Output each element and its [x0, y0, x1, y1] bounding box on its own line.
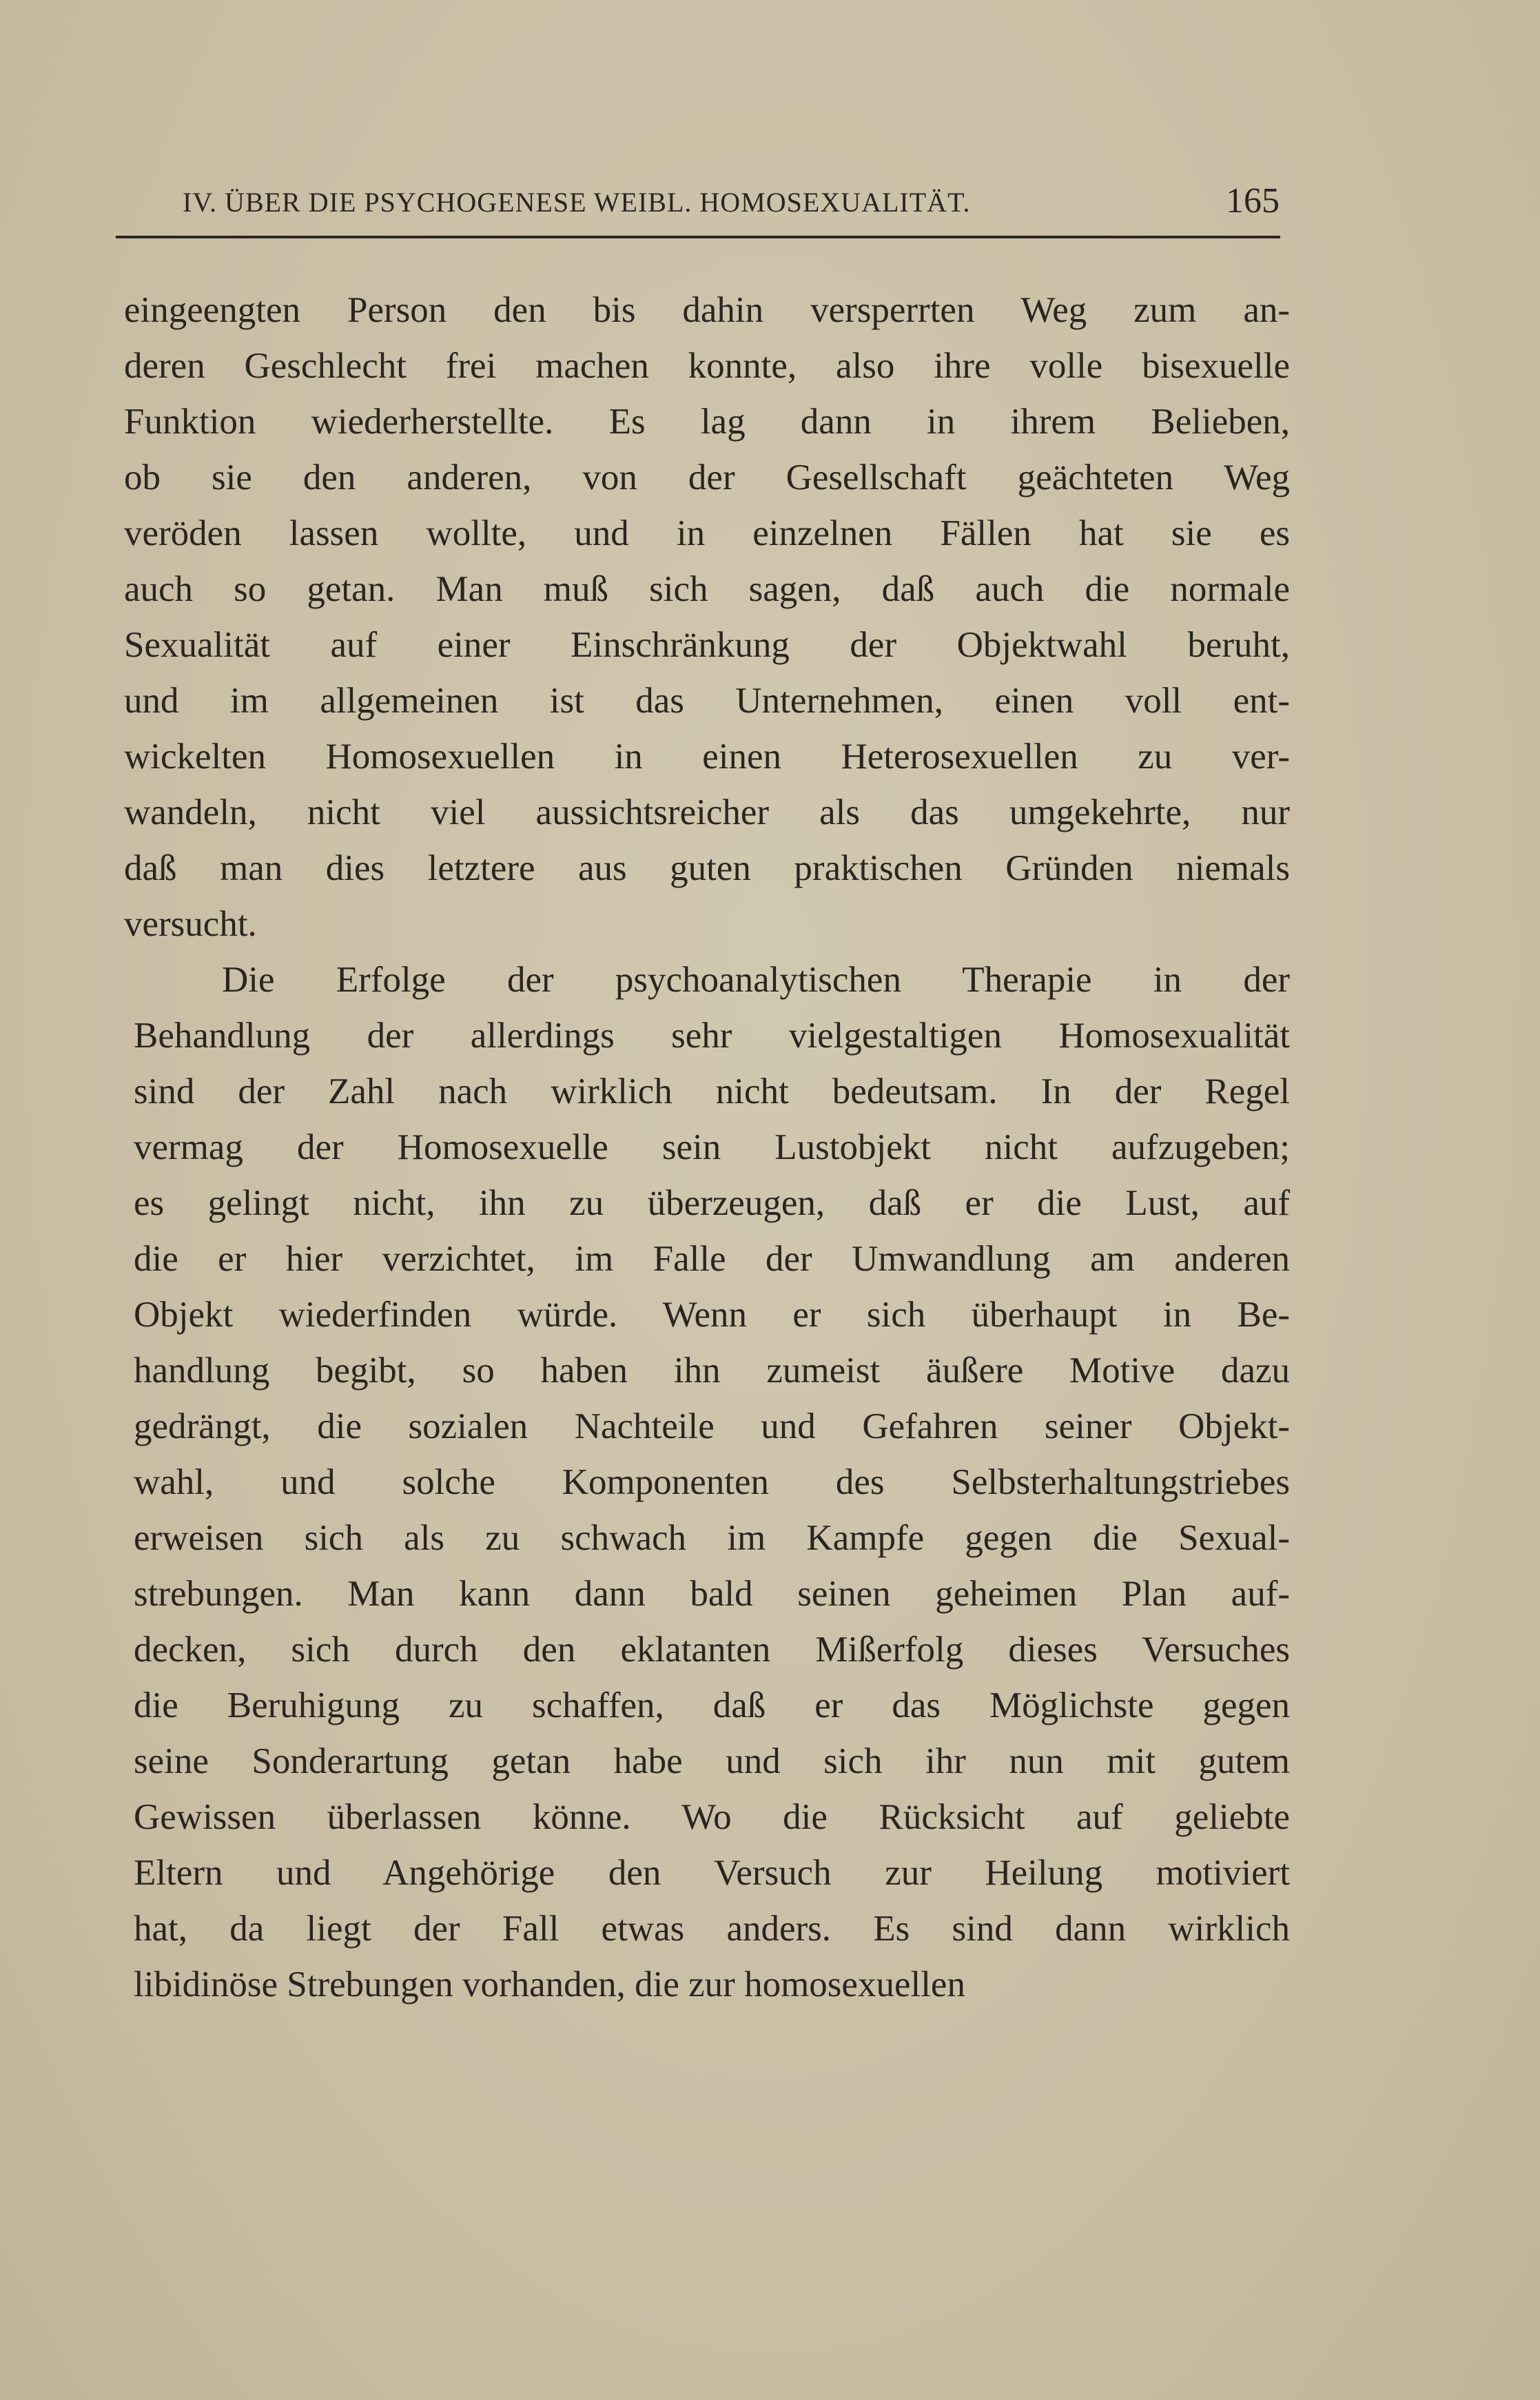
text-line: die er hier verzichtet, im Falle der Umwandlung am anderen	[134, 1239, 1290, 1279]
text-line: es gelingt nicht, ihn zu überzeugen, daß er die Lust, auf	[134, 1183, 1290, 1223]
text-line: die Beruhigung zu schaffen, daß er das Möglichste gegen	[134, 1685, 1290, 1725]
text-line: Eltern und Angehörige den Versuch zur Heilung motiviert	[134, 1853, 1290, 1893]
text-line: wandeln, nicht viel aussichtsreicher als das umgekehrte, nur	[124, 792, 1290, 832]
text-line: hat, da liegt der Fall etwas anders. Es sind dann wirklich	[134, 1909, 1290, 1949]
page-number: 165	[1226, 181, 1280, 220]
text-line: libidinöse Strebungen vorhanden, die zur homosexuellen	[134, 1965, 965, 2004]
text-line: eingeengten Person den bis dahin versperrten Weg zum an-	[124, 290, 1290, 330]
text-line: Gewissen überlassen könne. Wo die Rücksicht auf geliebte	[134, 1797, 1290, 1837]
header-rule	[116, 236, 1280, 238]
text-line: versucht.	[124, 904, 257, 944]
text-line: daß man dies letztere aus guten praktischen Gründen niemals	[124, 848, 1290, 888]
text-line: deren Geschlecht frei machen konnte, also ihre volle bisexuelle	[124, 346, 1290, 386]
paragraph-2	[134, 952, 1290, 2013]
text-line: Funktion wiederherstellte. Es lag dann in ihrem Belieben,	[124, 402, 1290, 442]
running-title: IV. ÜBER DIE PSYCHOGENESE WEIBL. HOMOSEXUALITÄT.	[183, 187, 971, 218]
text-line: gedrängt, die sozialen Nachteile und Gefahren seiner Objekt-	[134, 1406, 1290, 1446]
text-line: Objekt wiederfinden würde. Wenn er sich überhaupt in Be-	[134, 1295, 1290, 1335]
text-line: sind der Zahl nach wirklich nicht bedeutsam. In der Regel	[134, 1071, 1290, 1111]
text-line: und im allgemeinen ist das Unternehmen, einen voll ent-	[124, 681, 1290, 721]
text-line: wahl, und solche Komponenten des Selbsterhaltungstriebes	[134, 1462, 1290, 1502]
text-line: auch so getan. Man muß sich sagen, daß auch die normale	[124, 569, 1290, 609]
text-line: strebungen. Man kann dann bald seinen geheimen Plan auf-	[134, 1574, 1290, 1614]
text-line: erweisen sich als zu schwach im Kampfe gegen die Sexual-	[134, 1518, 1290, 1558]
text-line: seine Sonderartung getan habe und sich ihr nun mit gutem	[134, 1741, 1290, 1781]
text-line: veröden lassen wollte, und in einzelnen Fällen hat sie es	[124, 513, 1290, 553]
text-line: Behandlung der allerdings sehr vielgestaltigen Homosexualität	[134, 1016, 1290, 1056]
running-header	[183, 181, 1280, 229]
text-line: wickelten Homosexuellen in einen Heterosexuellen zu ver-	[124, 737, 1290, 777]
text-line: ob sie den anderen, von der Gesellschaft geächteten Weg	[124, 458, 1290, 498]
text-line: handlung begibt, so haben ihn zumeist äußere Motive dazu	[134, 1351, 1290, 1391]
text-line: decken, sich durch den eklatanten Mißerfolg dieses Versuches	[134, 1630, 1290, 1670]
paragraph-1	[124, 283, 1290, 952]
text-line: Sexualität auf einer Einschränkung der Objektwahl beruht,	[124, 625, 1290, 665]
text-line: vermag der Homosexuelle sein Lustobjekt nicht aufzugeben;	[134, 1127, 1290, 1167]
text-line: Die Erfolge der psychoanalytischen Therapie in der	[222, 960, 1290, 1000]
page-body	[124, 283, 1290, 2013]
